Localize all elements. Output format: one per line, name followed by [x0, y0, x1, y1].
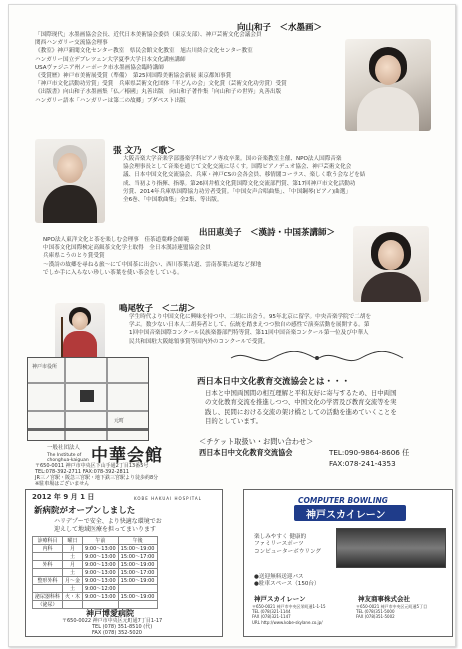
table-cell: 火・木: [63, 593, 83, 601]
hospital-address-line: 〒650-0022 神戸市中央区元町通7丁目1-17: [62, 618, 163, 624]
table-cell: 15:00～19:00: [118, 545, 157, 553]
hospital-headline: 新病院がオープンしました: [34, 506, 136, 516]
bio-line: ハンガリー国立デブレツェン大学夏季大学日本文化講座講師: [35, 56, 186, 63]
map-street-label: 元町: [114, 418, 125, 424]
bio-line: 協会理事長として音楽を通じて文化交流に尽くす。国際ピアノデュオ協会、神戸芸術文化会: [123, 164, 352, 171]
table-row: [33, 585, 158, 593]
bowling-ad: [243, 489, 453, 637]
bowling-copy: [254, 534, 321, 556]
hospital-banner: KOBE HAKUAI HOSPITAL: [134, 496, 202, 501]
bowling-address-line: FAX (078)321-1147: [252, 614, 291, 620]
table-cell: 9:00～13:00: [83, 593, 119, 601]
hospital-fax-line: FAX (078) 352-5020: [92, 630, 142, 636]
table-header-cell: 午後: [118, 537, 157, 545]
bowling-left-name: 神戸スカイレーン: [254, 595, 306, 603]
bowling-address-line: TEL (078)351-5000: [356, 609, 395, 615]
bio-line: 民共和国駐大阪総領事賞等国内外のコンクールで受賞。: [129, 338, 269, 345]
table-cell: 土: [63, 585, 83, 593]
bowling-address-line: 〒650-0021 神戸市中央区栄町通1-1-15: [252, 604, 326, 609]
table-row: [33, 561, 158, 569]
bio-line: 《受賞歴》神戸市美術展受賞（準備） 第25回国際美術協会新展 東京都知事賞: [35, 73, 232, 80]
table-cell: [33, 585, 63, 593]
bowling-right-address: [356, 604, 427, 620]
flyer-page: [8, 4, 456, 647]
table-cell: [118, 585, 157, 593]
bio-line: NPO法人東洋文化と茶を楽しむ会理事 佳茶道葉峰会師範: [43, 237, 190, 243]
hall-access-line: JR三ノ宮駅・阪急三宮駅・地下鉄三宮駅より徒歩約8分: [35, 475, 159, 481]
table-cell: 月: [63, 545, 83, 553]
bio-line: 兵庫県こうのとり賞受賞: [43, 253, 105, 260]
performer-2-bio: [123, 155, 443, 204]
table-cell: 泌尿器科科: [33, 593, 63, 601]
hall-name: 中華会館: [91, 446, 163, 466]
bio-line: 「国際现代」水墨画協会会長、近代日本美術協会委員（東京支部）、神戸芸術文化会議会員: [35, 32, 262, 38]
table-cell: 15:00～19:00: [118, 561, 157, 569]
table-cell: [33, 553, 63, 561]
table-header-cell: 午前: [83, 537, 119, 545]
ticket-fax: FAX:078-241-4353: [329, 459, 396, 468]
table-cell: [33, 569, 63, 577]
hospital-name: 神戸博愛病院: [86, 609, 134, 618]
hall-org-en: The Institute of chonghua-kaiguan: [47, 453, 89, 463]
table-header-cell: 曜日: [63, 537, 83, 545]
ticket-title: ＜チケット取扱い・お問い合わせ＞: [199, 437, 314, 446]
performer-3-name: 出田恵美子 ＜漢詩・中国茶講師＞: [199, 228, 336, 238]
hall-address: [35, 463, 158, 487]
table-cell: 9:00～13:00: [83, 577, 119, 585]
bio-line: 労賞、2014年兵庫県国際協力功労者受賞。「中国女声合唱曲集」、「中国鋼琴(ピアノ)曲選」: [123, 188, 351, 195]
table-row: [33, 569, 158, 577]
table-cell: 15:00～17:00: [118, 569, 157, 577]
bio-line: 中国茶文化国際検定高級茶文化学士取得 全日本漢詩連盟協会会員: [43, 245, 211, 252]
table-cell: 月～金: [63, 577, 83, 585]
bio-line: 議、日本中国文化交流協会、兵庫・神戸CSの会各会員、移情閣コーラス、楽しく歌う会などを結: [123, 172, 366, 179]
ticket-tel: TEL:090-9864-8606 任: [329, 448, 410, 457]
performer-3-photo: [353, 226, 429, 302]
performer-1-photo: [345, 39, 431, 131]
ticket-org: 西日本日中文化教育交流協会: [199, 448, 293, 457]
bowling-lane-photo: [336, 528, 446, 568]
association-body-line: 目的としています。: [205, 417, 263, 426]
bowling-top-label: COMPUTER BOWLING: [298, 496, 388, 505]
table-cell: 9:00～13:00: [83, 545, 119, 553]
hospital-address: [62, 618, 162, 636]
performer-1-bio: [35, 31, 335, 105]
bio-line: 《教室》神戸新聞文化センター教室 県民会館文化教室 旭古川終合文化センター教室: [35, 48, 253, 55]
association-body-line: 日本と中国両国間の相互理解と平和友好に寄与するため、日中両国: [205, 389, 397, 397]
table-cell: 9:00～13:00: [83, 553, 119, 561]
bowling-feature: ●駐車スペース（150台）: [254, 581, 320, 588]
table-cell: 9:00～13:00: [83, 561, 119, 569]
association-body-line: の文化教育交流を推進しつつ、中国文化の学習及び教育交流等を実: [205, 398, 397, 407]
performer-1-name: 向山和子 ＜水墨画＞: [237, 23, 323, 33]
hospital-sub-2: 迎えして地域医療を担ってまいります: [54, 526, 157, 533]
table-header-cell: 診療科目: [33, 537, 63, 545]
bio-line: 《出版書》向山和子水墨画集「仏／椿國」丸善出版 向山和子著作集「向山和子の世界」丸善出版: [35, 89, 282, 96]
table-cell: 9:00～13:00: [83, 569, 119, 577]
bio-line: 1回中国音楽国際コンクール民族楽器部門特等賞、第11回中国音楽コンクール第一位及び中華人: [129, 330, 369, 337]
bowling-features: [254, 574, 320, 589]
hospital-phone-line: TEL (078) 351-8510 (代): [92, 624, 153, 630]
bio-line: 成、当初より指揮、指導。第26回井植文化賞国際文化交流部門賞、第17回神戸市文化活動功: [123, 180, 356, 187]
hall-address-line: 〒650-0011 神戸市中央区下山手通2丁目13番5号: [35, 463, 149, 469]
bio-line: 関西ハンガリー交流協会理事: [35, 40, 108, 47]
table-cell: （泌尿）: [33, 601, 63, 609]
bowling-copy-line: 楽しみやすく 健康的: [254, 534, 307, 540]
performer-2-photo: [35, 139, 105, 223]
bio-line: 大阪音楽大学音楽学部器楽学科ピアノ専攻卒業。国の音楽教室主催、NPO法人国際音楽: [123, 156, 342, 162]
bio-line: USAヴァジニア州ノーポーク市水墨画協会臨時講師: [35, 64, 164, 71]
hall-marker: [80, 390, 94, 402]
hospital-schedule-table: [32, 536, 158, 609]
table-row: [33, 545, 158, 553]
association-title: 西日本日中文化教育交流協会とは・・・: [197, 377, 351, 387]
bowling-copy-line: ファミリースポーツ: [254, 541, 304, 548]
table-cell: 9:00～12:00: [83, 585, 119, 593]
ornament-divider: [227, 351, 407, 365]
table-cell: 月: [63, 561, 83, 569]
bowling-feature: ●送迎無料送迎バス: [254, 574, 304, 580]
hospital-sub-1: ハリデプーで安全、より快適な環境でお: [54, 518, 162, 525]
map-label: 神戸市役所: [32, 364, 58, 370]
association-body-line: 践し、民間における交流の架け橋としての活動を進めていくことを: [205, 407, 397, 416]
table-cell: 15:00～19:00: [118, 577, 157, 585]
table-row: [33, 593, 158, 601]
hall-parking-line: ※駐車場はございません: [35, 481, 90, 487]
table-cell: [63, 601, 83, 609]
bowling-address-line: 〒650-0021 神戸市中央区元町通5丁目: [356, 604, 428, 609]
bowling-name: 神戸スカイレーン: [306, 510, 386, 521]
hall-org: 一般社団法人: [47, 445, 81, 451]
bio-line: ～漢詩の故郷を尋ねる旅～にて中国茶に出会い、西川茶葉古道、雲南茶葉古道など探地: [43, 261, 262, 268]
access-map: [27, 357, 149, 441]
hospital-date: 2012 年 9 月 1 日: [32, 493, 95, 501]
bio-line: 学ぶ。数少ない日本人二胡奏者として、伝統を踏まえつつ独自の感性で演奏活動を展開する。第: [129, 322, 370, 329]
table-header-row: [33, 537, 158, 545]
bowling-left-address: [252, 604, 326, 625]
table-row: [33, 577, 158, 585]
table-row: [33, 553, 158, 561]
performer-4-bio: [129, 313, 449, 346]
bowling-address-line: FAX (078)351-5002: [356, 614, 395, 620]
hospital-ad: [25, 489, 223, 637]
table-cell: 土: [63, 553, 83, 561]
bio-line: ハンガリー語本「ハンガリーは第二の故郷」ブダペスト出版: [35, 97, 186, 104]
bowling-right-name: 神友商事株式会社: [358, 595, 410, 603]
table-cell: 外科: [33, 561, 63, 569]
table-cell: 土: [63, 569, 83, 577]
table-cell: 15:00～19:00: [118, 593, 157, 601]
association-body: [205, 389, 397, 427]
performer-2-name: 張 文乃 ＜歌＞: [113, 146, 176, 156]
table-cell: 15:00～17:00: [118, 553, 157, 561]
bio-line: 全6巻、「中国歌曲集」全2集、等出版。: [123, 197, 223, 204]
bio-line: 学生時代より中国文化に興味を持つ中、二胡に出会う。95年北京に留学。中央音楽学院で二胡を: [129, 314, 372, 320]
bio-line: でしか手に入らない珍しい茶葉を使い茶会をしている。: [43, 269, 183, 276]
bowling-copy-line: コンピューターボウリング: [254, 548, 322, 555]
bio-line: 「神戸市文化活動功労賞」受賞 兵庫県芸術文化団体「半どんの会」文化賞（芸術文化功労賞）受賞: [35, 81, 287, 88]
bowling-address-line: TEL (078)321-1144: [252, 609, 291, 615]
performer-4-name: 鳴尾牧子 ＜二胡＞: [119, 304, 196, 314]
bowling-address-line: URL http://www.kobe-skylane.co.jp/: [252, 619, 323, 625]
hall-phone-line: TEL:078-392-2711 FAX:078-392-2811: [35, 469, 130, 475]
performer-4-photo: [55, 303, 105, 365]
table-cell: 内科: [33, 545, 63, 553]
table-cell: 整形外科: [33, 577, 63, 585]
performer-3-bio: [43, 236, 343, 277]
